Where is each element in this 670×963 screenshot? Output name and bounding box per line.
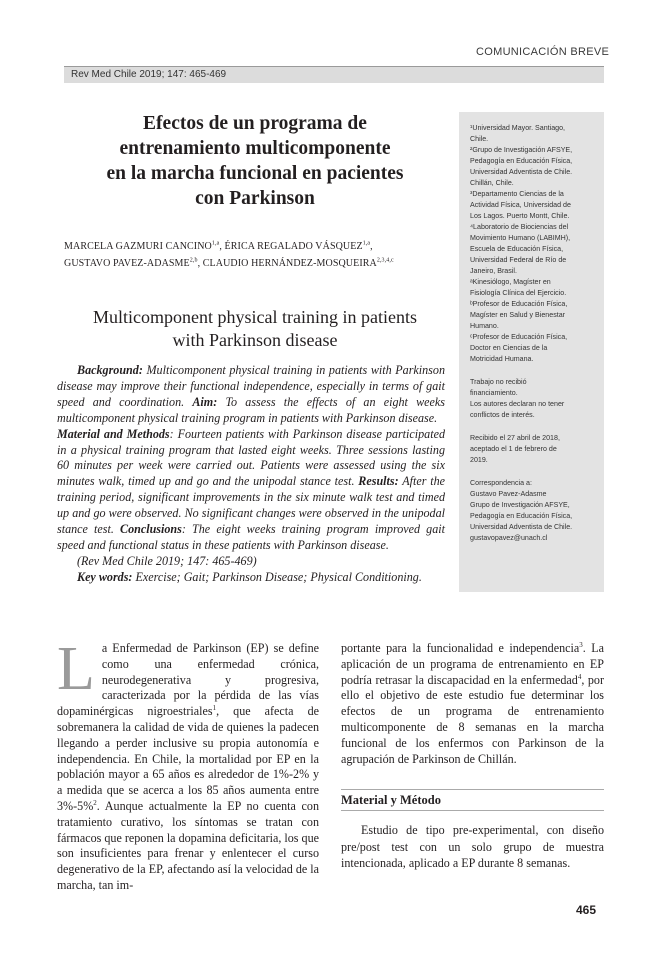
body-paragraph: La Enfermedad de Parkinson (EP) se define como una enfermedad crónica, neurodegenerativa y progresiva, caracterizada por la pérdida de las vías dopaminérgicas nigroestriales$^1$, que afecta de sobremanera la calidad de vida de quienes la padecen llegando a perder inclusive su propia autonomía e independencia. En Chile, la mortalidad por EP en la población mayor a 65 años es alrededor de 1%-2% y a medida que se acerca a los 85 años aumenta entre 3%-5%$^2$. Aunque actualmente la EP no cuenta con tratamiento curativo, los síntomas se tratan con fármacos que reponen la dopamina deficitaria, los que son insuficientes para frenar y enlentecer el curso degenerativo de la EP, afectando así la velocidad de la marcha, tan im- xyxy=(57,635,319,892)
correspondence-note: Correspondencia a: Gustavo Pavez-Adasme Grupo de Investigación AFSYE, Pedagogía en Educación Física, Universidad Adventista de Chile. gustavopavez@unach.cl xyxy=(470,478,600,544)
author-name: ÉRICA REGALADO VÁSQUEZ xyxy=(224,241,363,252)
article-title: Efectos de un programa de entrenamiento multicomponente en la marcha funcional en pacientes con Parkinson xyxy=(106,113,404,209)
body-paragraph: portante para la funcionalidad e independencia$^3$. La aplicación de un programa de entrenamiento en EP podría retrasar la discapacidad en la enfermedad$^4$, por ello el objetivo de este estudio fue determinar los efectos de un programa de entrenamiento multicomponente de 8 semanas en la marcha funcional de los enfermos con Parkinson de la agrupación de Parkinson de Chillán. xyxy=(341,640,605,766)
correspondence-email[interactable]: gustavopavez@unach.cl xyxy=(470,534,548,542)
method-section xyxy=(341,822,604,872)
abstract-citation: (Rev Med Chile 2019; 147: 465-469) xyxy=(77,553,257,568)
english-title: Multicomponent physical training in patients with Parkinson disease xyxy=(93,307,417,350)
journal-citation: Rev Med Chile 2019; 147: 465-469 xyxy=(71,69,227,80)
page-number: 465 xyxy=(576,903,597,917)
keywords: Key words: Exercise; Gait; Parkinson Disease; Physical Conditioning. xyxy=(77,569,422,584)
author-name: MARCELA GAZMURI CANCINO xyxy=(64,241,212,252)
section-heading: Material y Método xyxy=(341,793,441,807)
dates-note: Recibido el 27 abril de 2018, aceptado el 1 de febrero de 2019. xyxy=(470,434,560,464)
abstract xyxy=(57,363,445,586)
author-name: CLAUDIO HERNÁNDEZ-MOSQUEIRA xyxy=(202,258,377,269)
section-rule xyxy=(341,810,604,811)
affiliation-1: ¹Universidad Mayor. Santiago, Chile. ²Grupo de Investigación AFSYE, Pedagogía en Educación Física, Universidad Adventista de Chile. Chillán, Chile. ³Departamento Ciencias de la Actividad Física, Universidad de Los Lagos. Puerto Montt, Chile. ⁴Laboratorio de Biociencias del Movimiento Humano (LABIMH), Escuela de Educación Física, Universidad Federal de Río de Janeiro, Brasil. ᵃKinesiólogo, Magíster en Fisiología Clínica del Ejercicio. ᵇProfesor de Educación Física, Magíster en Salud y Bienestar Humano. ᶜProfesor de Educación Física, Doctor en Ciencias de la Motricidad Humana. xyxy=(470,124,573,363)
body-column-left xyxy=(57,635,319,894)
sidebar-notes xyxy=(470,123,600,551)
abstract-main: Background: Multicomponent physical training in patients with Parkinson disease may improve their functional independence, especially in terms of gait speed and coordination. Aim: To assess the effects of an eight weeks multicomponent physical training program in patients with Parkinson disease. Material and Methods: Fourteen patients with Parkinson disease participated in a physical training program that lasted eight weeks. Three sessions lasting 60 minutes per week were carried out. Patients were assessed using the six minutes walk, timed up and go and the unipodal stance test. Results: After the training period, significant improvements in the six minute walk test and timed up and go were observed. No significant changes were observed in the unipodal stance test. Conclusions: The eight weeks training program improved gait speed and functional status in these patients with Parkinson disease. xyxy=(57,363,445,552)
body-paragraph: Estudio de tipo pre-experimental, con diseño pre/post test con un solo grupo de muestra intencionada, aplicado a EP durante 8 semanas. xyxy=(341,823,604,870)
body-column-right xyxy=(341,641,604,767)
funding-note: Trabajo no recibió financiamiento. Los autores declaran no tener conflictos de interés. xyxy=(470,378,565,419)
section-rule xyxy=(341,789,604,790)
section-label: COMUNICACIÓN BREVE xyxy=(476,46,610,58)
author-list: MARCELA GAZMURI CANCINO$^{1,a}$, ÉRICA REGALADO VÁSQUEZ$^{1,a}$, GUSTAVO PAVEZ-ADASME$^{2,b}$, CLAUDIO HERNÁNDEZ-MOSQUEIRA$^{2,3,4,c}$ xyxy=(64,240,394,269)
author-name: GUSTAVO PAVEZ-ADASME xyxy=(64,258,190,269)
drop-cap: L xyxy=(57,635,95,703)
